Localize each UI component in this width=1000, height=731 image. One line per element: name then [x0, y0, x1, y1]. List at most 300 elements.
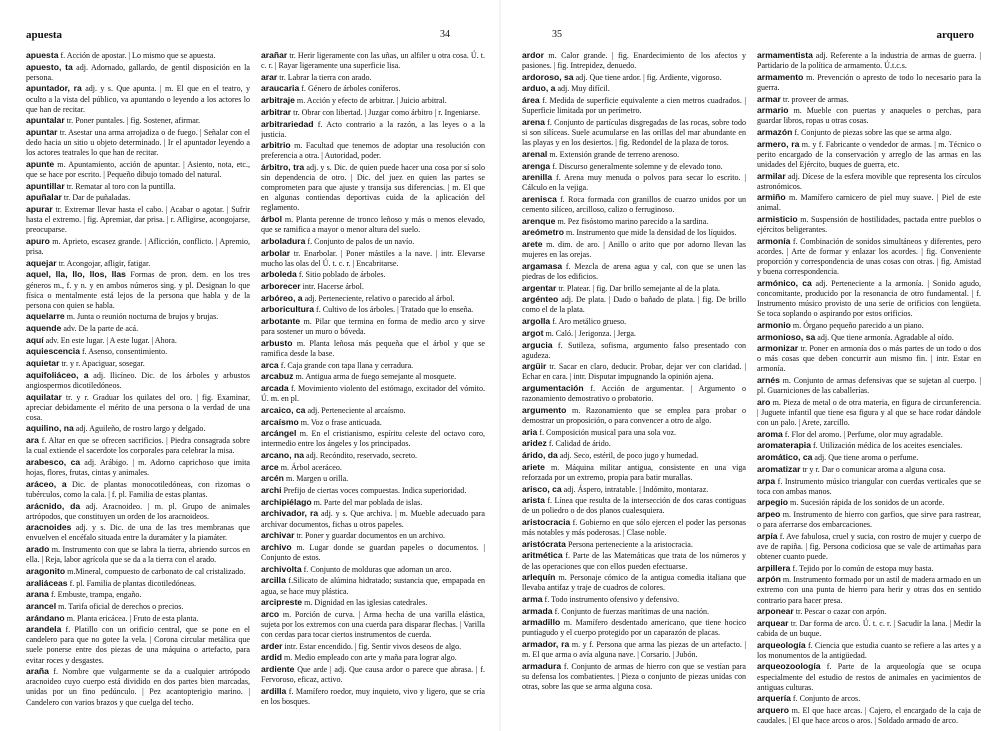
entry-definition: Prefijo de ciertas voces compuestas. Indica superioridad.	[281, 486, 467, 496]
entry-headword: arnés	[757, 375, 780, 386]
entry-definition: m. Conjunto de armas defensivas que se sujetan al cuerpo. | pl. Guarniciones de las caballerías.	[757, 376, 981, 396]
dictionary-entry	[757, 278, 981, 319]
dictionary-entry	[757, 509, 981, 530]
entry-headword: ariete	[522, 461, 545, 472]
entry-definition: m. Planta ericácea. | Fruto de esta planta.	[64, 613, 199, 623]
entry-headword: argot	[522, 327, 544, 338]
entry-headword: árbitro, tra	[261, 162, 305, 173]
entry-headword: arcángel	[261, 428, 297, 439]
entry-definition: tr. Asestar una arma arrojadiza o de fuego. | Señalar con el dedo hacia un sitio u objeto determinado. | Ir el apuntador leyendo a los actores teatrales lo que han de recitar.	[26, 128, 250, 158]
dictionary-entry	[261, 542, 485, 563]
left-page-number: 34	[440, 29, 450, 40]
entry-headword: armamento	[757, 71, 804, 82]
entry-definition: m. Voz o frase anticuada.	[298, 417, 382, 427]
entry-definition: m. Calor grande. | fig. Enardecimiento de los afectos y pasiones. | fig. Intrepidez, denuedo.	[522, 51, 746, 71]
dictionary-entry	[757, 574, 981, 605]
entry-definition: m. Tarifa oficial de derechos o precios.	[56, 601, 184, 611]
dictionary-entry	[261, 281, 485, 292]
entry-headword: arenal	[522, 148, 548, 159]
dictionary-entry	[757, 693, 981, 704]
entry-headword: aroma	[757, 428, 783, 439]
entry-headword: arboladura	[261, 235, 306, 246]
entry-definition: f. Utilización médica de los aceites esenciales.	[810, 441, 963, 451]
dictionary-entry	[261, 497, 485, 508]
entry-headword: aquelarre	[26, 311, 65, 322]
entry-definition: m. Margen u orilla.	[283, 474, 349, 484]
dictionary-entry	[522, 340, 746, 361]
dictionary-entry	[757, 105, 981, 126]
entry-definition: adj. Arábigo. | m. Adorno caprichoso que imita hojas, flores, frutas, cintas y animales.	[26, 457, 250, 478]
dictionary-entry	[261, 462, 485, 473]
entry-definition: f. Gobierno en que sólo ejercen el poder las personas más notables y más poderosas. | Clase noble.	[522, 517, 746, 538]
entry-headword: arabesco, ca	[26, 456, 81, 467]
dictionary-entry	[522, 572, 746, 593]
entry-headword: argénteo	[522, 294, 559, 305]
entry-headword: arpa	[757, 475, 776, 486]
entry-headword: arado	[26, 544, 50, 555]
entry-definition: f. Instrumento músico triangular con cuerdas verticales que se toca con ambas manos.	[757, 476, 981, 496]
entry-definition: m. Antigua arma de fuego semejante al mosquete.	[293, 372, 457, 382]
entry-definition: m. Máquina militar antigua, consistente en una viga reforzada por un extremo, propia para batir murallas.	[522, 462, 746, 482]
entry-headword: arbusto	[261, 337, 293, 348]
entry-headword: arce	[261, 461, 279, 472]
entry-definition: adj. Adornado, gallardo, de gentil disposición en la persona.	[26, 62, 250, 82]
entry-headword: apuntillar	[26, 180, 65, 191]
entry-definition: f. Conjunto de fuerzas marítimas de una nación.	[552, 606, 709, 616]
entry-definition: m. y f. Fabricante o vendedor de armas. | m. Técnico o perito encargado de la conservación y arreglo de las armas en las unidades del Ejército, buques de guerra, etc.	[757, 139, 981, 169]
left-column-1	[26, 50, 250, 725]
dictionary-entry	[261, 371, 485, 382]
dictionary-entry	[757, 476, 981, 497]
entry-headword: argumento	[522, 404, 567, 415]
entry-headword: arenque	[522, 215, 556, 226]
dictionary-entry	[26, 269, 250, 310]
entry-headword: armilar	[757, 170, 786, 181]
dictionary-entry	[522, 405, 746, 426]
entry-headword: argamasa	[522, 260, 563, 271]
entry-headword: aromatizar	[757, 463, 801, 474]
entry-headword: ardilla	[261, 685, 287, 696]
entry-definition: f. Sitio poblado de árboles.	[296, 270, 386, 280]
dictionary-entry	[26, 181, 250, 192]
dictionary-entry	[522, 83, 746, 94]
entry-headword: apuñalar	[26, 192, 62, 203]
entry-definition: f. Acto contrario a la razón, a las leyes o a la justicia.	[261, 119, 485, 139]
entry-headword: arancel	[26, 600, 57, 611]
entry-headword: árbol	[261, 214, 283, 225]
entry-definition: tr. Dar forma de arco. Ú. t. c. r. | Sacudir la lana. | Medir la cabida de un buque.	[757, 618, 981, 638]
entry-definition: m. dim. de aro. | Anillo o arito que por adorno llevan las mujeres en las orejas.	[522, 240, 746, 260]
dictionary-entry	[522, 239, 746, 260]
entry-headword: aro	[757, 396, 771, 407]
dictionary-entry	[26, 236, 250, 257]
dictionary-entry	[26, 83, 250, 114]
entry-headword: archivo	[261, 541, 292, 552]
entry-definition: f. Roca formada con granillos de cuarzo unidos por un cemento silíceo, arcilloso, calizo o ferruginoso.	[522, 194, 746, 215]
entry-headword: apuntalar	[26, 115, 65, 126]
entry-definition: tr. Obrar con libertad. | Juzgar como árbitro | r. Ingeniarse.	[291, 107, 480, 117]
entry-definition: f. Parte de la arqueología que se ocupa especialmente del estudio de restos de animales en yacimientos de antiguas culturas.	[757, 662, 981, 692]
entry-definition: adj. Seco, estéril, de poco jugo y humedad.	[557, 451, 699, 461]
entry-definition: tr. Rematar al toro con la puntilla.	[64, 181, 176, 191]
dictionary-entry	[522, 639, 746, 660]
entry-definition: m. Apuntamiento, acción de apuntar. | Asiento, nota, etc., que se hace por escrito. | Pequeño dibujo tomado del natural.	[26, 159, 250, 179]
entry-headword: arcano, na	[261, 450, 304, 461]
dictionary-entry	[757, 192, 981, 213]
entry-definition: intr. Estar encendido. | fig. Sentir vivos deseos de algo.	[282, 641, 462, 651]
entry-headword: arpillera	[757, 562, 791, 573]
dictionary-entry	[26, 457, 250, 478]
entry-headword: arana	[26, 589, 49, 600]
dictionary-entry	[261, 485, 485, 496]
entry-headword: ardoroso, sa	[522, 71, 574, 82]
dictionary-entry	[261, 609, 485, 640]
entry-definition: f. Nombre que vulgarmente se da a cualquier artrópodo aracnoideo cuyo cuerpo está dividido en dos partes bien marcadas, unidas por un fino pedúnculo. | Pez acantopterigio marino. | Candelero con varios brazos y que cuelga del techo.	[26, 667, 250, 707]
dictionary-entry	[522, 117, 746, 148]
entry-definition: adj. Muy difícil.	[555, 84, 610, 94]
dictionary-entry	[522, 216, 746, 227]
entry-definition: f. Platillo con un orificio central, que se pone en el candelero para que no gotee la vela. | Corona circular metálica que suele ponerse entre dos piezas de una máquina o artefacto, para evitar roces y desgastes.	[26, 625, 250, 665]
dictionary-entry	[26, 62, 250, 83]
entry-definition: adj. Que tiene aroma o perfume.	[812, 453, 919, 463]
entry-definition: f. Composición musical para una sola voz.	[537, 427, 677, 437]
dictionary-entry	[261, 248, 485, 269]
entry-definition: f. Conjunto de arcos.	[790, 694, 861, 704]
entry-headword: arboleda	[261, 269, 297, 280]
entry-headword: armazón	[757, 127, 793, 138]
entry-headword: árido, da	[522, 450, 558, 461]
entry-definition: m. Suspensión de hostilidades, pactada entre pueblos o ejércitos beligerantes.	[757, 215, 981, 235]
dictionary-entry	[26, 666, 250, 707]
dictionary-entry	[522, 161, 746, 172]
dictionary-entry	[261, 473, 485, 484]
dictionary-entry	[757, 563, 981, 574]
entry-headword: aridez	[522, 438, 547, 449]
entry-headword: aritmética	[522, 550, 563, 561]
entry-headword: arena	[522, 116, 545, 127]
dictionary-entry	[757, 171, 981, 192]
entry-definition: Persona perteneciente a la aristocracia.	[565, 539, 693, 549]
entry-definition: f.Silicato de alúmina hidratado; sustancia que, empapada en agua, se hace muy plástica.	[261, 576, 485, 596]
entry-headword: arquería	[757, 693, 791, 704]
entry-definition: adj. Recóndito, reservado, secreto.	[304, 451, 418, 461]
dictionary-entry	[757, 640, 981, 661]
entry-definition: m. y f. Persona que arma las piezas de un artefacto. | m. El que arma o avía alguna nave. | Corsario. | Jubón.	[522, 640, 746, 660]
dictionary-entry	[757, 606, 981, 617]
entry-definition: intr. Hacerse árbol.	[300, 282, 364, 292]
entry-definition: tr. Poner puntales. | fig. Sostener, afirmar.	[64, 116, 201, 126]
entry-definition: m. Personaje cómico de la antigua comedia italiana que llevaba antifaz y traje de cuadros de colores.	[522, 573, 746, 593]
dictionary-entry	[522, 427, 746, 438]
dictionary-entry	[757, 139, 981, 170]
entry-definition: tr. proveer de armas.	[780, 94, 849, 104]
entry-headword: armonizar	[757, 343, 799, 354]
entry-headword: arduo, a	[522, 83, 556, 94]
entry-headword: arbitrar	[261, 106, 292, 117]
entry-definition: m. Instrumento de hierro con garfios, que sirve para rastrear, o para aferrarse dos embarcaciones.	[757, 510, 981, 530]
dictionary-entry	[757, 705, 981, 725]
entry-headword: archivolta	[261, 563, 302, 574]
dictionary-entry	[26, 115, 250, 126]
entry-headword: arenisca	[522, 193, 557, 204]
entry-definition: m. Dignidad en las iglesias catedrales.	[302, 598, 428, 608]
entry-definition: adj. Áspero, intratable. | Indómito, montaraz.	[561, 484, 709, 494]
entry-headword: argumentación	[522, 383, 584, 394]
entry-definition: m. Planta leñosa más pequeña que el árbol y que se ramifica desde la base.	[261, 338, 485, 359]
dictionary-entry	[261, 269, 485, 280]
dictionary-entry	[261, 641, 485, 652]
dictionary-entry	[26, 544, 250, 565]
dictionary-entry	[522, 294, 746, 315]
entry-definition: f. Parte de las Matemáticas que trata de los números y de las operaciones que con ellos pueden efectuarse.	[522, 551, 746, 571]
entry-headword: armadura	[522, 660, 562, 671]
entry-definition: f. Cultivo de los árboles. | Tratado que lo enseña.	[314, 305, 474, 315]
dictionary-entry	[26, 613, 250, 624]
entry-definition: f. Conjunto de partículas disgregadas de las rocas, sobre todo si son silíceas. Suele acumularse en las orillas del mar abundante en las playas y en los desiertos. | fig. Redondel de la plaza de toros.	[522, 117, 746, 148]
entry-headword: ardiente	[261, 664, 295, 675]
entry-definition: adj. y s. Dic. de una de las tres membranas que envuelven el encéfalo situada entre la duramáter y la piamáter.	[26, 523, 250, 543]
entry-headword: apuesto, ta	[26, 61, 73, 72]
entry-definition: m. Mueble con puertas y anaqueles o perchas, para guardar libros, ropas u otras cosas.	[757, 106, 981, 126]
entry-definition: f. Género de árboles coníferos.	[299, 84, 401, 94]
entry-headword: arcaísmo	[261, 416, 299, 427]
dictionary-entry	[757, 618, 981, 639]
entry-headword: armador, ra	[522, 639, 570, 650]
dictionary-entry	[522, 316, 746, 327]
entry-headword: argucia	[522, 339, 553, 350]
dictionary-entry	[261, 530, 485, 541]
entry-headword: ara	[26, 435, 39, 446]
entry-headword: aquejar	[26, 257, 57, 268]
entry-headword: arácnido, da	[26, 500, 81, 511]
dictionary-entry	[261, 405, 485, 416]
entry-definition: f. Aro metálico grueso.	[550, 317, 627, 327]
entry-headword: arista	[522, 495, 545, 506]
entry-headword: arenga	[522, 160, 551, 171]
entry-headword: aristocracia	[522, 516, 571, 527]
dictionary-entry	[757, 464, 981, 475]
entry-headword: armónico, ca	[757, 277, 812, 288]
entry-definition: m. Pieza de metal o de otra materia, en figura de circunferencia. | Juguete infantil que tiene esa figura y al que se hace rodar dándole con un palo. | Arete, zarcillo.	[757, 397, 981, 428]
dictionary-entry	[757, 397, 981, 428]
entry-headword: arcilla	[261, 575, 286, 586]
dictionary-entry	[261, 50, 485, 71]
entry-definition: m. Órgano pequeño parecido a un piano.	[790, 320, 924, 330]
entry-definition: f. Todo instrumento ofensivo y defensivo.	[542, 595, 680, 604]
entry-headword: aromático, ca	[757, 452, 813, 463]
entry-definition: f. Conjunto de piezas sobre las que se arma algo.	[792, 128, 952, 138]
entry-headword: arder	[261, 640, 283, 651]
dictionary-entry	[522, 194, 746, 215]
dictionary-entry	[26, 501, 250, 522]
dictionary-entry	[26, 601, 250, 612]
entry-headword: apunte	[26, 158, 55, 169]
entry-headword: apuro	[26, 235, 50, 246]
dictionary-entry	[261, 95, 485, 106]
entry-headword: arcabuz	[261, 371, 294, 382]
entry-headword: arpía	[757, 530, 778, 541]
dictionary-entry	[522, 539, 746, 550]
dictionary-entry	[522, 361, 746, 382]
entry-definition: f. Ave fabulosa, cruel y sucia, con rostro de mujer y cuerpo de ave de rapiña. | fig. Persona codiciosa que se vale de artimañas para obtener cuanto puede.	[757, 531, 981, 561]
dictionary-entry	[757, 214, 981, 235]
entry-headword: aragonito	[26, 565, 66, 576]
dictionary-entry	[261, 564, 485, 575]
entry-headword: armero, ra	[757, 138, 800, 149]
dictionary-entry	[261, 162, 485, 213]
entry-headword: arca	[261, 359, 279, 370]
entry-headword: arete	[522, 239, 543, 250]
entry-definition: adj. Que tiene ardor. | fig. Ardiente, vigoroso.	[573, 72, 722, 82]
entry-headword: arándano	[26, 612, 65, 623]
dictionary-entry	[522, 462, 746, 483]
entry-definition: adj. Aguileño, de rostro largo y delgado.	[73, 424, 206, 434]
dictionary-entry	[522, 261, 746, 282]
entry-headword: archi	[261, 485, 282, 496]
entry-definition: adj. Que tiene armonía. Agradable al oído.	[815, 332, 954, 342]
dictionary-entry	[26, 192, 250, 203]
dictionary-entry	[26, 159, 250, 180]
entry-definition: m.Mineral, compuesto de carbonato de cal cristalizado.	[65, 566, 246, 576]
dictionary-entry	[522, 484, 746, 495]
entry-definition: tr. Sacar en claro, deducir. Probar, dejar ver con claridad. | Echar en cara. | intr. Disputar impugnando la opinión ajena.	[522, 362, 746, 382]
dictionary-entry	[757, 343, 981, 374]
entry-definition: f. Mezcla de arena agua y cal, con que se unen las piedras de los edificios.	[522, 261, 746, 281]
right-page-number: 35	[552, 29, 562, 40]
entry-definition: adj. Dícese de la esfera movible que representa los círculos astronómicos.	[757, 171, 981, 191]
entry-headword: aquilatar	[26, 391, 62, 402]
entry-definition: m. Instrumento que mide la densidad de los líquidos.	[564, 228, 737, 238]
entry-definition: m. Instrumento formado por un astil de madera armado en un extremo con una punta de hierro para herir y otras dos en sentido contrario para hacer presa.	[757, 575, 981, 605]
entry-headword: armar	[757, 93, 781, 104]
dictionary-entry	[522, 438, 746, 449]
entry-definition: f. Movimiento violento del estómago, excitador del vómito. Ú. m. en pl.	[261, 384, 485, 404]
entry-headword: arma	[522, 594, 543, 604]
dictionary-entry	[26, 335, 250, 346]
entry-headword: armadillo	[522, 617, 561, 628]
entry-definition: m. Pez fisóstomo marino parecido a la sardina.	[555, 216, 709, 226]
entry-definition: m. Caló. | Jerigonza. | Jerga.	[543, 328, 636, 338]
dictionary-entry	[522, 72, 746, 83]
entry-definition: m. Razonamiento que se emplea para probar o demostrar un proposición, o para convencer a otro de algo.	[522, 405, 746, 425]
entry-headword: archivador, ra	[261, 508, 319, 519]
entry-definition: m. Aprieto, escasez grande. | Aflicción, conflicto. | Apremio, prisa.	[26, 236, 250, 257]
right-header-word: arquero	[936, 29, 974, 41]
dictionary-entry	[26, 479, 250, 500]
entry-headword: arbóreo, a	[261, 292, 303, 303]
dictionary-entry	[522, 594, 746, 605]
dictionary-entry	[522, 450, 746, 461]
entry-headword: armisticio	[757, 214, 798, 225]
entry-definition: Que arde | adj. Que causa ardor o parece que abrasa. | f. Fervoroso, eficaz, activo.	[261, 665, 485, 685]
entry-definition: f. Calidad de árido.	[546, 439, 611, 449]
entry-headword: araucaria	[261, 83, 300, 94]
entry-headword: arqueología	[757, 639, 806, 650]
entry-headword: arquear	[757, 617, 789, 628]
dictionary-entry	[757, 429, 981, 440]
dictionary-entry	[261, 140, 485, 161]
dictionary-entry	[26, 423, 250, 434]
dictionary-entry	[522, 172, 746, 193]
entry-headword: arañar	[261, 50, 288, 60]
entry-headword: arbotante	[261, 316, 301, 327]
entry-headword: arboricultura	[261, 304, 315, 315]
entry-headword: arborecer	[261, 281, 301, 292]
dictionary-entry	[261, 428, 485, 449]
entry-headword: aquilino, na	[26, 423, 74, 434]
entry-headword: arpeo	[757, 509, 781, 519]
entry-headword: arcaico, ca	[261, 404, 306, 415]
entry-definition: tr. y r. Graduar los quilates del oro. | fig. Examinar, apreciar debidamente el mérito de una persona o la verdad de una cosa.	[26, 392, 250, 422]
entry-definition: m. Lugar donde se guardan papeles o documentos. | Conjunto de estos.	[261, 542, 485, 563]
entry-definition: tr. Pescar o cazar con arpón.	[793, 607, 887, 617]
entry-headword: aquifoliáceo, a	[26, 369, 89, 380]
dictionary-entry	[261, 83, 485, 94]
entry-headword: apuntar	[26, 127, 58, 138]
entry-definition: m. El que hace arcas. | Cajero, el encargado de la caja de caudales. | El que hace arcos o aros. | Soldado armado de arco.	[757, 706, 981, 725]
entry-definition: tr. Dar de puñaladas.	[61, 193, 131, 203]
entry-headword: archipiélago	[261, 496, 312, 507]
dictionary-entry	[757, 531, 981, 562]
entry-definition: f. Medida de superficie equivalente a cien metros cuadrados. | Superficie limitada por un perímetro.	[522, 96, 746, 116]
entry-definition: f. Línea que resulta de la intersección de dos caras contiguas de un poliedro o de dos planos cualesquiera.	[522, 496, 746, 516]
dictionary-entry	[522, 606, 746, 617]
entry-definition: f. Mamífero roedor, muy inquieto, vivo y ligero, que se cría en los bosques.	[261, 686, 485, 706]
dictionary-entry	[522, 495, 746, 516]
dictionary-entry	[26, 589, 250, 600]
entry-headword: arbitrariedad	[261, 118, 314, 129]
dictionary-entry	[261, 293, 485, 304]
dictionary-entry	[26, 578, 250, 589]
dictionary-entry	[522, 95, 746, 116]
entry-headword: arbolar	[261, 247, 291, 258]
dictionary-entry	[261, 304, 485, 315]
entry-definition: f. Embuste, trampa, engaño.	[48, 590, 142, 600]
dictionary-entry	[261, 107, 485, 118]
right-columns	[522, 50, 982, 725]
dictionary-entry	[26, 370, 250, 391]
entry-headword: apurar	[26, 204, 53, 215]
entry-headword: arco	[261, 608, 280, 619]
entry-headword: arar	[261, 71, 278, 82]
entry-definition: adj. Perteneciente a la armonía. | Sonido agudo, concomitante, producido por la resonancia de otro fundamental. | f. Instrumento músico provisto de una serie de orificios con lengüeta. Se toca soplando o aspirando por estos orificios.	[757, 278, 981, 319]
entry-definition: tr y r. Dar o comunicar aroma a alguna cosa.	[800, 464, 946, 474]
entry-headword: área	[522, 95, 540, 106]
dictionary-entry	[26, 392, 250, 423]
entry-definition: adj. Perteneciente, relativo o parecido al árbol.	[302, 293, 455, 303]
dictionary-entry	[757, 236, 981, 277]
entry-definition: m. Árbol aceráceo.	[278, 462, 342, 472]
entry-headword: aracnoides	[26, 522, 72, 533]
entry-definition: m. Porción de curva. | Arma hecha de una varilla elástica, sujeta por los extremos con una cuerda para disparar flechas. | Varilla con cerdas para tocar ciertos instrumentos de cuerda.	[261, 609, 485, 640]
entry-definition: f. Conjunto de molduras que adornan un arco.	[301, 564, 452, 574]
dictionary-entry	[261, 652, 485, 663]
entry-definition: tr. Extremar llevar hasta el cabo. | Acabar o agotar. | Sufrir hasta el extremo. | fig. Apremiar, dar prisa. | r. Afligirse, acongojarse, preocuparse.	[26, 205, 250, 235]
entry-headword: arlequín	[522, 572, 556, 583]
dictionary-entry	[522, 283, 746, 294]
entry-definition: m. Facultad que tenemos de adoptar una resolución con preferencia a otra. | Autoridad, poder.	[261, 141, 485, 161]
dictionary-entry	[26, 323, 250, 334]
entry-definition: tr. Platear. | fig. Dar brillo semejante al de la plata.	[556, 283, 720, 293]
dictionary-entry	[757, 661, 981, 692]
entry-headword: arandela	[26, 624, 62, 635]
dictionary-entry	[522, 227, 746, 238]
dictionary-entry	[261, 119, 485, 140]
dictionary-entry	[26, 204, 250, 235]
entry-headword: armamentista	[757, 50, 813, 60]
dictionary-entry	[26, 358, 250, 369]
dictionary-entry	[26, 127, 250, 158]
